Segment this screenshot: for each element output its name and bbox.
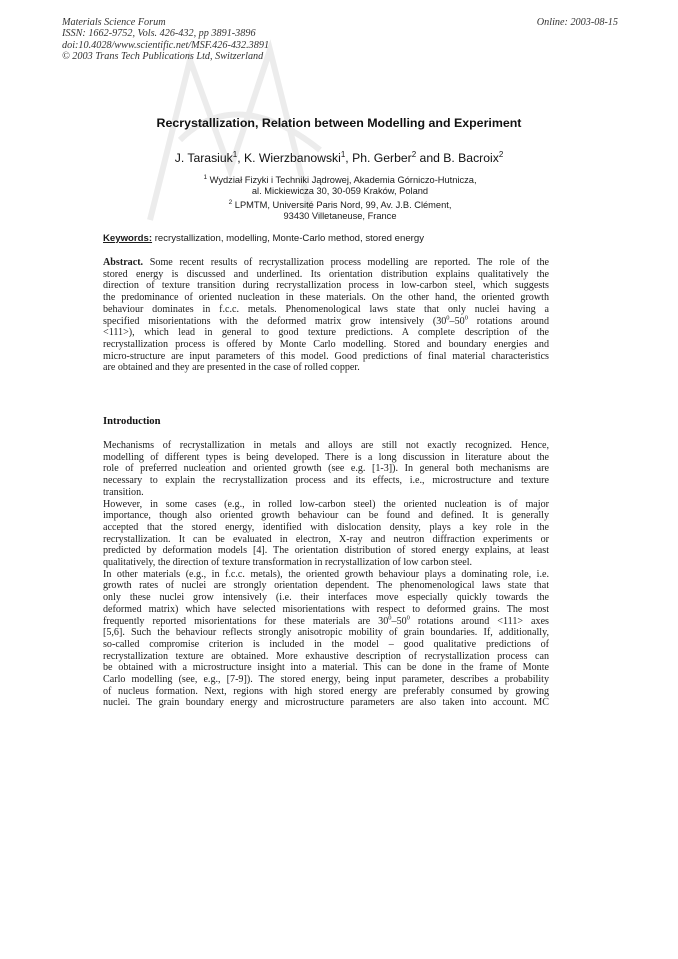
body-line: recrystallization texture are obtained. More exhaustive description of recrystallization process can bbox=[103, 650, 549, 662]
body-line: predicted by deformation models [4]. The orientation distribution of stored energy explains, at least bbox=[103, 545, 549, 557]
abstract-line: micro-structure are input parameters of this model. Good predictions of final material characteristics bbox=[103, 350, 549, 362]
author-separator: and bbox=[416, 151, 444, 166]
online-date: Online: 2003-08-15 bbox=[536, 17, 618, 28]
issn-line: ISSN: 1662-9752, Vols. 426-432, pp 3891-3896 bbox=[62, 28, 256, 40]
author-separator: , bbox=[345, 151, 353, 166]
author-affiliation-mark: 2 bbox=[498, 150, 504, 159]
keywords-label: Keywords: bbox=[103, 233, 153, 244]
body-line: qualitatively, the direction of texture transformation in recrystallization of low carbon steel. bbox=[103, 557, 473, 569]
author-separator: , bbox=[237, 151, 244, 166]
abstract-line: recrystallization process is offered by Monte Carlo modelling. Stored and boundary energies and bbox=[103, 338, 549, 350]
affiliation-line: al. Mickiewicza 30, 30-059 Kraków, Poland bbox=[251, 186, 429, 197]
body-line: frequently reported misorientations for these materials are $30^0-50^0$ rotations around <111> axes bbox=[103, 614, 549, 627]
body-line: be obtained with a microstructure insight into a material. This can be done in the frame of Monte bbox=[103, 662, 549, 674]
body-line: nuclei. The grain boundary energy and microstructure parameters are also taken into account. MC bbox=[103, 697, 549, 709]
paper-title: Recrystallization, Relation between Modelling and Experiment bbox=[156, 116, 522, 130]
body-line: [5,6]. Such the behaviour reflects strongly anisotropic mobility of grain boundaries. If, additionally, bbox=[103, 627, 549, 639]
body-line: In other materials (e.g., in f.c.c. metals), the oriented growth behaviour plays a dominating role, i.e. bbox=[103, 568, 549, 580]
body-line: importance, though also oriented growth behaviour can be found and defined. It is generally bbox=[103, 510, 549, 522]
body-line: accepted that the stored energy, identified with dislocation density, plays a key role in the bbox=[103, 521, 549, 533]
abstract-line: specified misorientations with the deformed matrix grow intensively ($30^0-50^0$ rotations around bbox=[103, 314, 549, 327]
body-line: modelling of different types is being developed. There is a long discussion in literature about the bbox=[103, 451, 549, 463]
body-line: However, in some cases (e.g., in rolled low-carbon steel) the oriented nucleation is of major bbox=[103, 498, 549, 510]
abstract-line: the predominance of oriented nucleation in these materials. On the other hand, the oriented growth bbox=[103, 292, 549, 304]
body-line: of nucleus formation. Next, regions with high stored energy are preferably consumed by growing bbox=[103, 685, 549, 697]
body-line: so-called compromise criterion is included in the model – good qualitative predictions of bbox=[103, 638, 549, 650]
affiliation-line: $^1$ Wydział Fizyki i Techniki Jądrowej, Akademia Górniczo-Hutnicza, bbox=[203, 174, 477, 186]
abstract-line: behaviour dominates in f.c.c. metals. Phenomenological laws state that only nuclei having a bbox=[103, 303, 549, 315]
introduction-body bbox=[103, 440, 549, 709]
affiliation-mark: 2 bbox=[228, 199, 233, 207]
author-list bbox=[0, 150, 678, 165]
author-affiliation-mark: 2 bbox=[411, 150, 417, 159]
section-heading-introduction: Introduction bbox=[103, 416, 161, 427]
body-line: Carlo modelling (see, e.g., [7-9]). The stored energy, being input parameter, describes a probability bbox=[103, 674, 549, 686]
body-line: deformed matrix) which have selected misorientations with respect to deformed grains. The most bbox=[103, 603, 549, 615]
journal-name: Materials Science Forum bbox=[62, 17, 166, 28]
author-name: Ph. Gerber bbox=[352, 151, 412, 166]
body-line: only these nuclei grow intensively (i.e. their interfaces move especially quickly towards the bbox=[103, 592, 549, 604]
affiliation-line: $^2$ LPMTM, Université Paris Nord, 99, Av. J.B. Clément, bbox=[228, 199, 452, 211]
body-line: recrystallization. It can be evaluated in electron, X-ray and neutron diffraction experiments or bbox=[103, 533, 549, 545]
copyright-line: © 2003 Trans Tech Publications Ltd, Switzerland bbox=[62, 50, 264, 62]
keywords bbox=[103, 233, 583, 244]
author-name: B. Bacroix bbox=[443, 151, 499, 166]
abstract-line: are obtained and they are presented in the case of rolled copper. bbox=[103, 362, 360, 374]
abstract bbox=[103, 257, 549, 374]
affiliation-mark: 1 bbox=[203, 174, 208, 181]
doi-line[interactable]: doi:10.4028/www.scientific.net/MSF.426-432.3891 bbox=[62, 39, 270, 51]
abstract-label: Abstract. bbox=[103, 257, 144, 268]
author-name: J. Tarasiuk bbox=[174, 151, 233, 166]
abstract-line: direction of texture transition during recrystallization process in low-carbon steel, which suggests bbox=[103, 280, 549, 292]
body-line: necessary to explain the recrystallization process and its effects, i.e., microstructure and texture bbox=[103, 475, 549, 487]
author-affiliation-mark: 1 bbox=[232, 150, 238, 159]
abstract-line: Abstract. Some recent results of recrystallization process modelling are reported. The role of the bbox=[103, 257, 549, 268]
body-line: growth rates of nuclei are strongly orientation dependent. The phenomenological laws state that bbox=[103, 580, 549, 592]
affiliations bbox=[140, 172, 540, 222]
running-header bbox=[62, 17, 422, 62]
affiliation-line: 93430 Villetaneuse, France bbox=[283, 211, 397, 222]
abstract-line: <111>), which lead in general to good texture predictions. A complete description of the bbox=[103, 327, 549, 339]
body-line: Mechanisms of recrystallization in metals and alloys are still not exactly recognized. Hence, bbox=[103, 440, 549, 451]
body-line: transition. bbox=[103, 486, 144, 498]
author-affiliation-mark: 1 bbox=[340, 150, 346, 159]
abstract-line: stored energy is discussed and underlined. Its orientation distribution explains qualitatively the bbox=[103, 268, 549, 280]
body-line: role of preferred nucleation and oriented growth (see e.g. [1-3]). In general both mechanisms are bbox=[103, 463, 549, 475]
keywords-text: recrystallization, modelling, Monte-Carlo method, stored energy bbox=[154, 233, 424, 244]
author-name: K. Wierzbanowski bbox=[243, 151, 341, 166]
